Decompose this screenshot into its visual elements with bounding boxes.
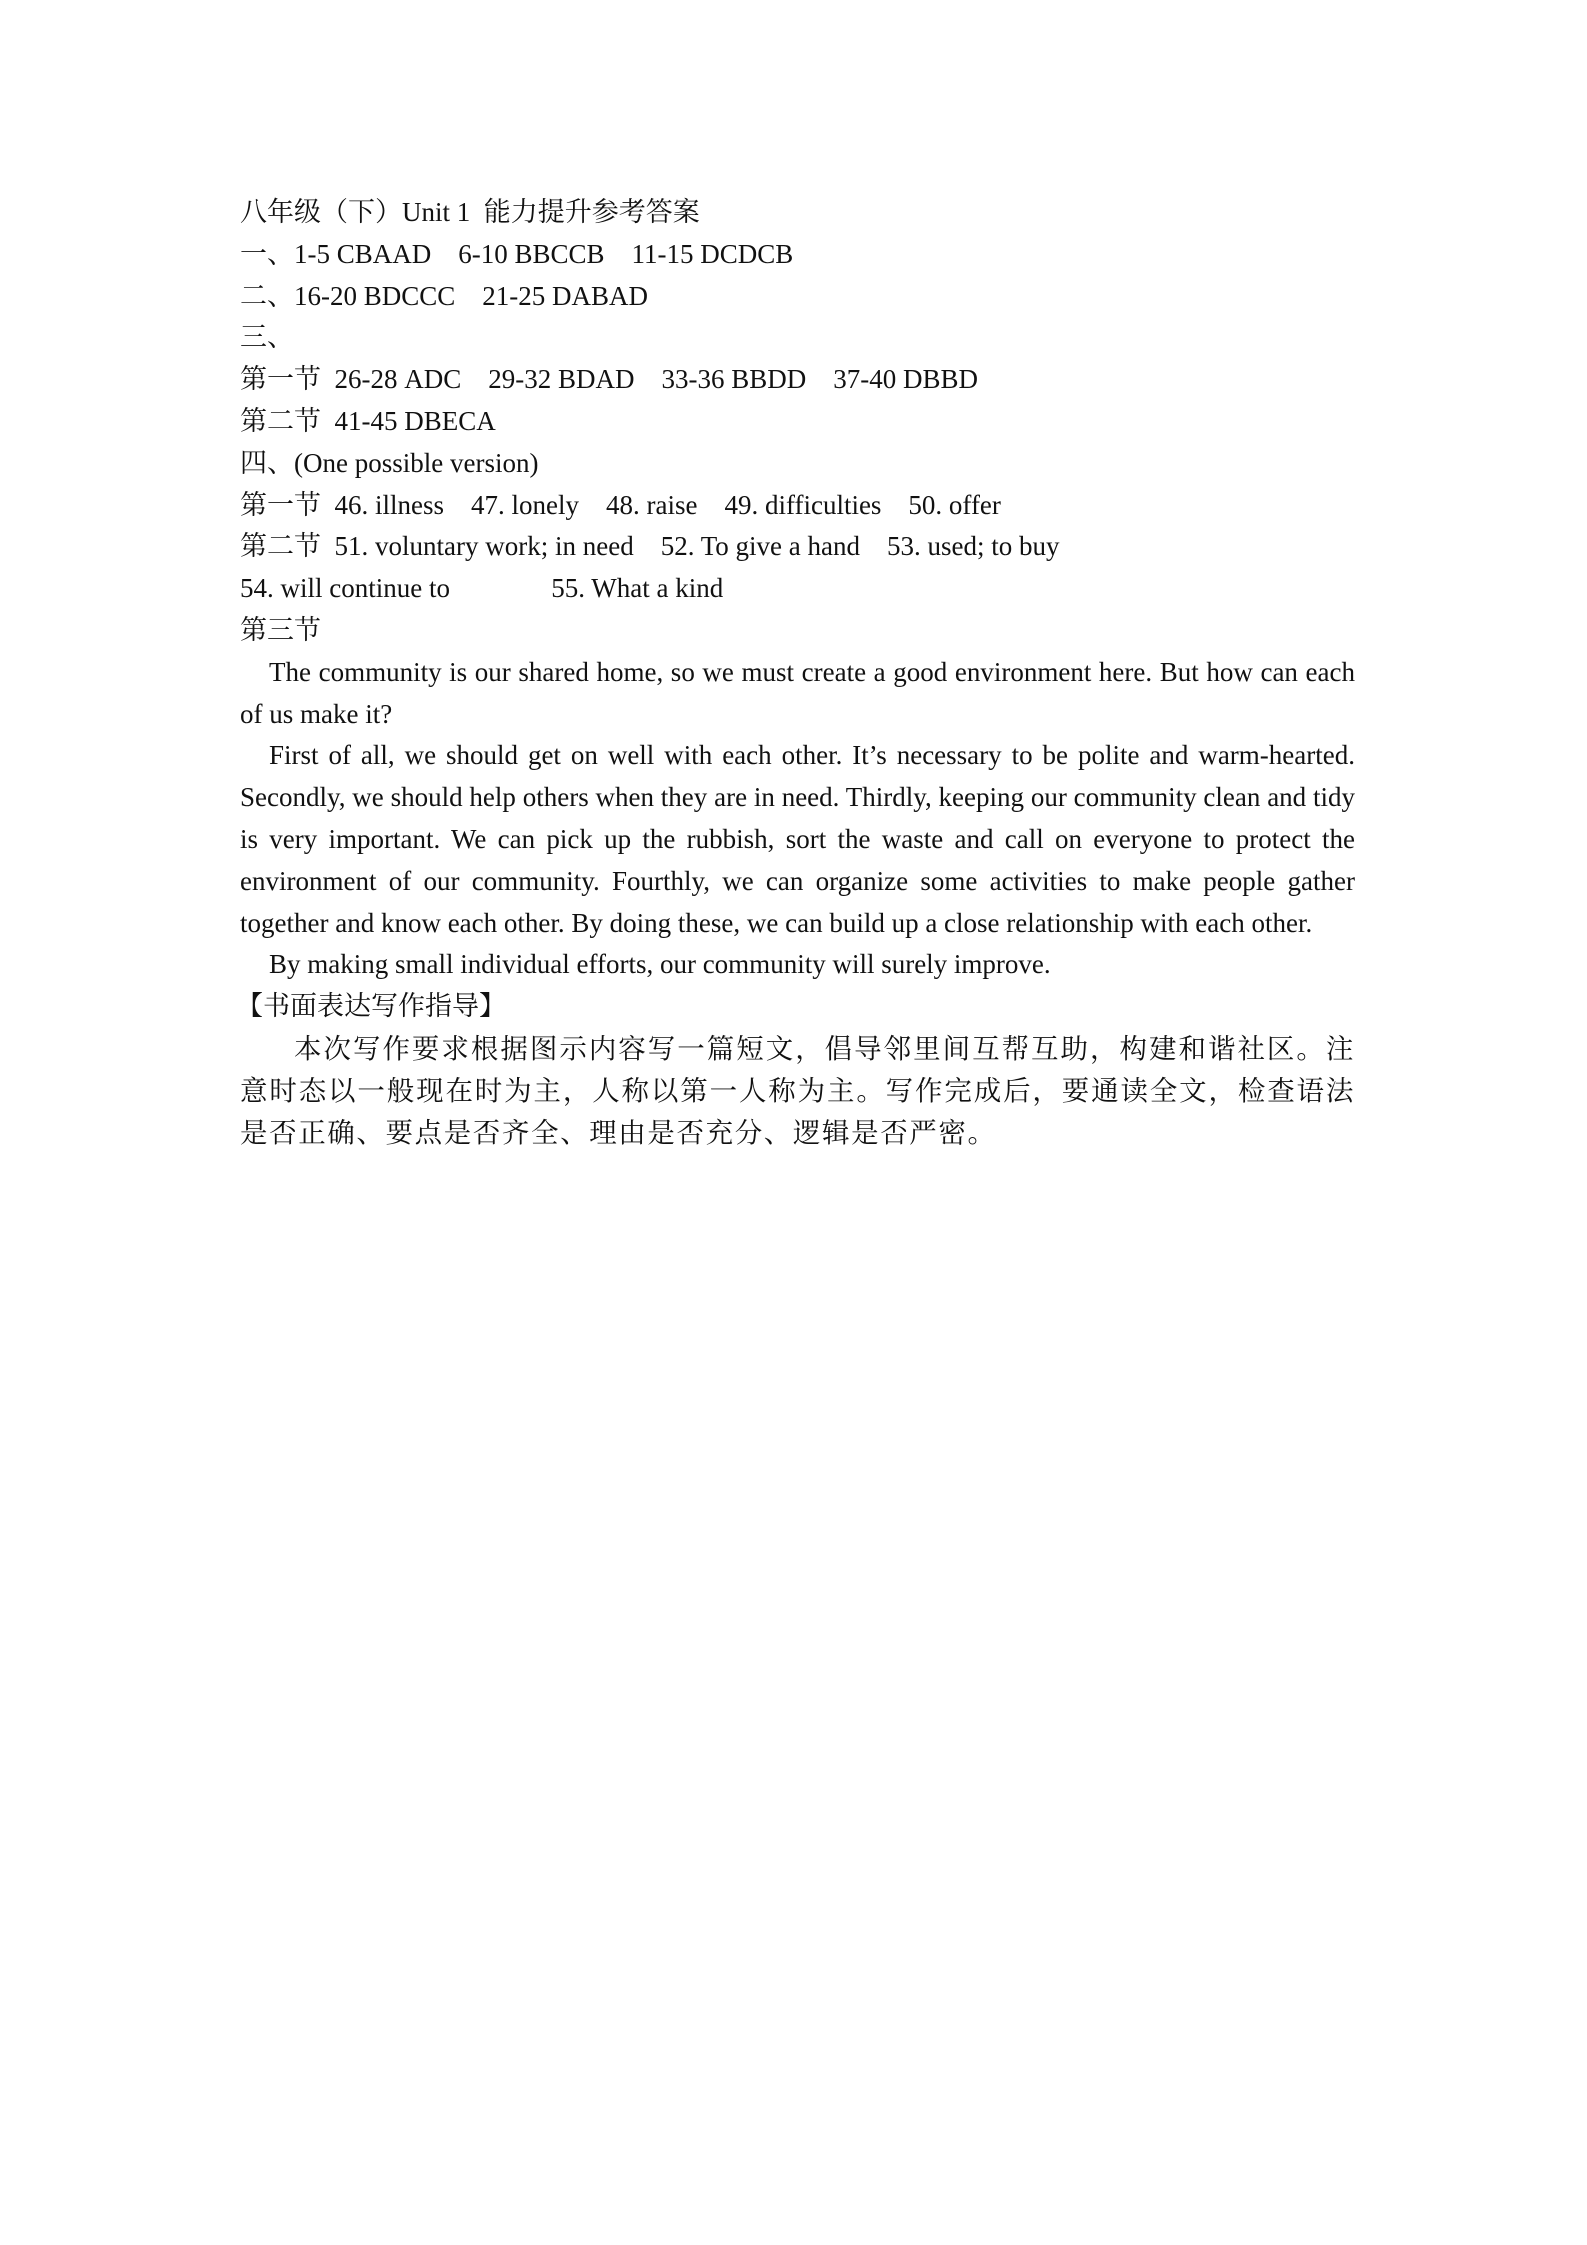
essay-paragraph-2: First of all, we should get on well with each other. It’s necessary to be polite and warm-hearted. Secondly, we should help others when they are in need. Thirdly, keeping our community clean and tidy is very important. We can pick up the rubbish, sort the waste and call on everyone to protect the environment of our community. Fourthly, we can organize some activities to make people gather together and know each other. By doing these, we can build up a close relationship with each other.	[240, 740, 1355, 938]
answer-line-section-4-part-2: 第二节 51. voluntary work; in need 52. To give a hand 53. used; to buy	[240, 531, 1060, 562]
answer-line-section-1: 一、1-5 CBAAD 6-10 BBCCB 11-15 DCDCB	[240, 238, 794, 269]
answer-line-section-3-part-1: 第一节 26-28 ADC 29-32 BDAD 33-36 BBDD 37-40 DBBD	[240, 364, 979, 395]
answer-line-section-3-heading: 三、	[240, 322, 294, 353]
essay-paragraph-1: The community is our shared home, so we must create a good environment here. But how can each of us make it?	[240, 656, 1355, 729]
answer-line-section-4-part-1: 第一节 46. illness 47. lonely 48. raise 49. difficulties 50. offer	[240, 489, 1001, 520]
answer-line-section-4-heading: 四、(One possible version)	[240, 447, 539, 478]
answer-key-document	[236, 192, 1355, 1153]
answer-line-section-4-part-2-cont: 54. will continue to 55. What a kind	[240, 573, 724, 604]
document-title: 八年级（下）Unit 1 能力提升参考答案	[240, 197, 700, 227]
answer-line-section-4-part-3: 第三节	[240, 614, 321, 645]
writing-guide-text: 本次写作要求根据图示内容写一篇短文，倡导邻里间互帮互助，构建和谐社区。注意时态以一般现在时为主，人称以第一人称为主。写作完成后，要通读全文，检查语法是否正确、要点是否齐全、理由是否充分、逻辑是否严密。	[240, 1032, 1355, 1148]
answer-line-section-3-part-2: 第二节 41-45 DBECA	[240, 405, 496, 436]
answer-line-section-2: 二、16-20 BDCCC 21-25 DABAD	[240, 280, 649, 311]
essay-paragraph-3: By making small individual efforts, our community will surely improve.	[269, 949, 1051, 980]
writing-guide-title: 【书面表达写作指导】	[236, 991, 506, 1022]
